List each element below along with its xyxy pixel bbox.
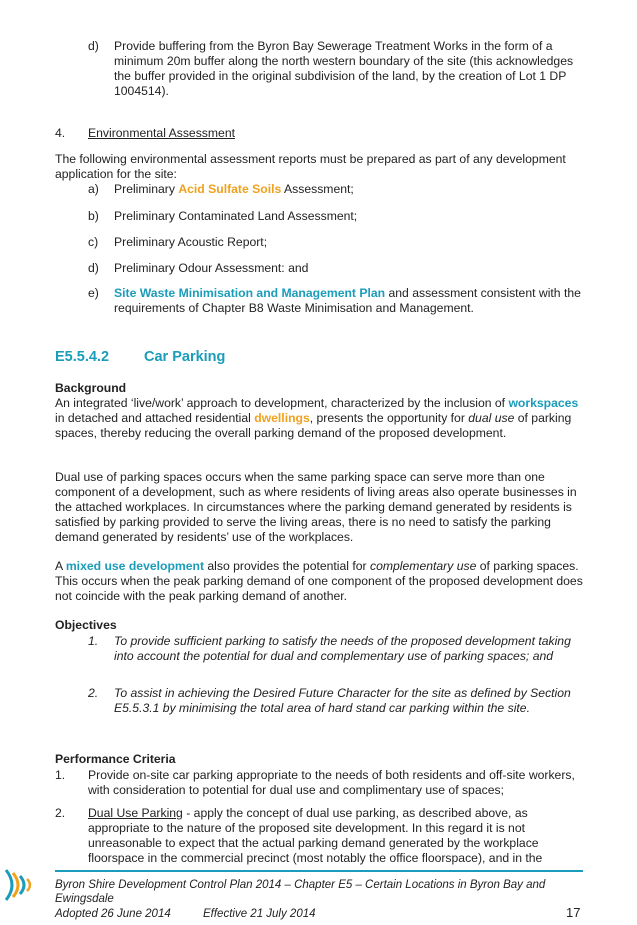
list-marker: d) (88, 261, 99, 275)
glossary-link[interactable]: Site Waste Minimisation and Management Plan (114, 286, 386, 300)
list-marker: c) (88, 235, 99, 249)
criteria-text: Provide on-site car parking appropriate to the needs of both residents and off-site workers, with consideration to potential for dual use and complimentary use of spaces; (88, 768, 575, 797)
list-item-text: Preliminary Acid Sulfate Soils Assessment; (114, 182, 354, 196)
subheading-objectives: Objectives (55, 618, 117, 632)
list-item-text: Site Waste Minimisation and Management Plan and assessment consistent with the requirements of Chapter B8 Waste Minimisation and Management. (114, 286, 581, 315)
list-item-text: Preliminary Odour Assessment: and (114, 261, 309, 275)
section-intro: The following environmental assessment reports must be prepared as part of any development application for the site: (55, 152, 566, 181)
heading-title: Car Parking (144, 349, 226, 365)
footer-adopted: Adopted 26 June 2014 (55, 908, 171, 920)
glossary-link[interactable]: Acid Sulfate Soils (178, 182, 282, 196)
heading-number: E5.5.4.2 (55, 349, 110, 365)
list-marker: 2. (88, 686, 99, 700)
glossary-link[interactable]: dwellings (254, 411, 310, 425)
footer-title-cont: Ewingsdale (55, 893, 114, 905)
council-logo-icon (4, 864, 38, 906)
subheading-performance: Performance Criteria (55, 752, 176, 766)
objective-text: To provide sufficient parking to satisfy the needs of the proposed development taking into account the potential for dual and complementary use of parking spaces; and (114, 634, 571, 663)
glossary-link[interactable]: mixed use development (65, 559, 205, 573)
list-marker: 1. (55, 768, 66, 782)
footer-rule (55, 870, 583, 872)
section-title: Environmental Assessment (88, 126, 235, 140)
list-item-text: Preliminary Contaminated Land Assessment; (114, 209, 358, 223)
subheading-background: Background (55, 381, 127, 395)
footer-title: Byron Shire Development Control Plan 2014 – Chapter E5 – Certain Locations in Byron Bay and (55, 879, 546, 891)
list-marker: d) (88, 39, 99, 53)
paragraph: A mixed use development also provides the potential for complementary use of parking spaces. This occurs when the peak parking demand of one component of the proposed development does not coincide with the peak parking demand of another. (55, 559, 583, 603)
list-item-text: Preliminary Acoustic Report; (114, 235, 268, 249)
list-marker: 2. (55, 806, 66, 820)
list-marker: e) (88, 286, 99, 300)
criteria-text: Dual Use Parking - apply the concept of dual use parking, as described above, as appropriate to the nature of the proposed site development. In this regard it is not unreasonable to expect that the actual parking demand generated by the workplace floorspace in the commercial precinct (most notably the office floorspace), and in the (88, 806, 543, 865)
list-marker: a) (88, 182, 99, 196)
page-number: 17 (566, 905, 581, 920)
section-number: 4. (55, 126, 66, 140)
paragraph: An integrated ‘live/work’ approach to development, characterized by the inclusion of workspaces in detached and attached residential dwellings, presents the opportunity for dual use of parking spaces, thereby reducing the overall parking demand of the proposed development. (55, 396, 579, 440)
glossary-link[interactable]: workspaces (508, 396, 579, 410)
footer-effective: Effective 21 July 2014 (203, 908, 316, 920)
objective-text: To assist in achieving the Desired Future Character for the site as defined by Section E5.5.3.1 by minimising the total area of hard stand car parking within the site. (114, 686, 571, 715)
paragraph: Dual use of parking spaces occurs when the same parking space can serve more than one component of a development, such as where residents of living areas also operate businesses in the attached workplaces. In circumstances where the parking demand generated by residents is satisfied by parking provided to serve the living areas, there is no need to satisfy the parking demand generated by residents’ use of the workplaces. (55, 470, 577, 544)
list-marker: b) (88, 209, 99, 223)
list-item-text: Provide buffering from the Byron Bay Sewerage Treatment Works in the form of a minimum 20m buffer along the north western boundary of the site (this acknowledges the buffer provided in the original subdivision of the land, by the creation of Lot 1 DP 1004514). (114, 39, 574, 98)
list-marker: 1. (88, 634, 99, 648)
